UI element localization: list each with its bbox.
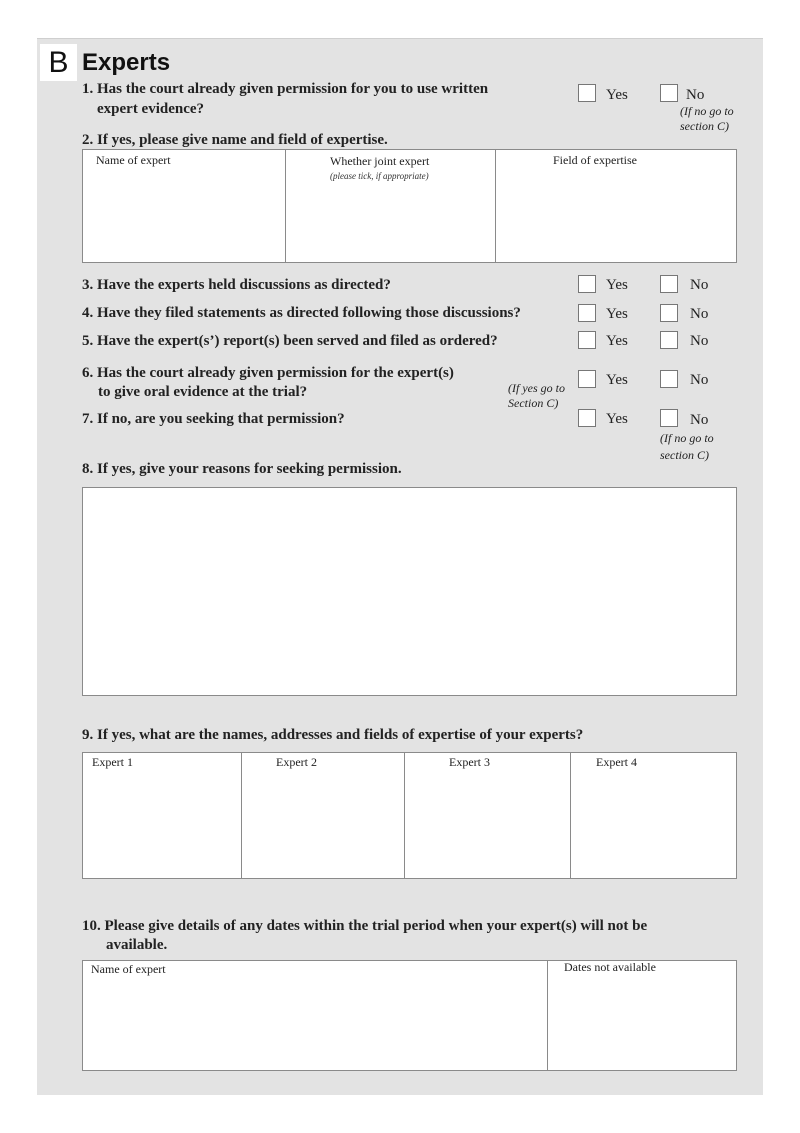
q2-header-joint-sub: (please tick, if appropriate)	[330, 171, 429, 181]
q3-yes-checkbox[interactable]	[578, 275, 596, 293]
q5-no-label: No	[690, 333, 709, 349]
q3-no-checkbox[interactable]	[660, 275, 678, 293]
q10-text-line1: 10. Please give details of any dates within the trial period when your expert(s) will not be	[82, 918, 648, 934]
q2-divider-1	[285, 149, 286, 263]
q4-text: 4. Have they filed statements as directed following those discussions?	[82, 305, 521, 321]
q1-no-checkbox[interactable]	[660, 84, 678, 102]
q5-text: 5. Have the expert(s’) report(s) been served and filed as ordered?	[82, 333, 498, 349]
q9-text: 9. If yes, what are the names, addresses and fields of expertise of your experts?	[82, 727, 584, 743]
q10-table[interactable]	[82, 960, 737, 1071]
q1-no-label: No	[686, 87, 705, 103]
q9-header-expert-4: Expert 4	[596, 755, 637, 769]
q1-yes-checkbox[interactable]	[578, 84, 596, 102]
q1-yes-label: Yes	[606, 87, 628, 103]
q5-no-checkbox[interactable]	[660, 331, 678, 349]
q6-text-line2: to give oral evidence at the trial?	[98, 384, 308, 400]
q2-header-name: Name of expert	[96, 153, 171, 167]
q3-yes-label: Yes	[606, 277, 628, 293]
q10-divider	[547, 960, 548, 1071]
q8-reasons-textarea[interactable]	[82, 487, 737, 696]
q1-no-note-line2: section C)	[680, 119, 729, 133]
q3-no-label: No	[690, 277, 709, 293]
q7-text: 7. If no, are you seeking that permission?	[82, 411, 345, 427]
q1-no-note-line1: (If no go to	[680, 104, 734, 118]
q6-yes-label: Yes	[606, 372, 628, 388]
q1-text-line1: 1. Has the court already given permission for you to use written	[82, 81, 489, 97]
q5-yes-checkbox[interactable]	[578, 331, 596, 349]
q2-divider-2	[495, 149, 496, 263]
q9-divider-3	[570, 752, 571, 879]
q8-text: 8. If yes, give your reasons for seeking permission.	[82, 461, 402, 477]
q7-no-checkbox[interactable]	[660, 409, 678, 427]
q4-yes-label: Yes	[606, 306, 628, 322]
q6-text-line1: 6. Has the court already given permission for the expert(s)	[82, 365, 454, 381]
q6-yes-note-line2: Section C)	[508, 396, 559, 410]
q6-yes-note-line1: (If yes go to	[508, 381, 565, 395]
q6-no-label: No	[690, 372, 709, 388]
q5-yes-label: Yes	[606, 333, 628, 349]
q10-text-line2: available.	[106, 937, 168, 953]
q9-header-expert-3: Expert 3	[449, 755, 490, 769]
q10-header-dates: Dates not available	[564, 960, 656, 974]
q7-yes-checkbox[interactable]	[578, 409, 596, 427]
q7-no-note-line2: section C)	[660, 448, 709, 462]
q9-header-expert-2: Expert 2	[276, 755, 317, 769]
q7-yes-label: Yes	[606, 411, 628, 427]
q2-text: 2. If yes, please give name and field of expertise.	[82, 132, 388, 148]
q9-divider-2	[404, 752, 405, 879]
q3-text: 3. Have the experts held discussions as directed?	[82, 277, 391, 293]
q7-no-note-line1: (If no go to	[660, 431, 714, 445]
q1-text-line2: expert evidence?	[97, 101, 205, 117]
q10-header-name: Name of expert	[91, 962, 166, 976]
q2-header-joint: Whether joint expert	[330, 154, 430, 168]
q7-no-label: No	[690, 412, 709, 428]
section-title: Experts	[82, 49, 171, 76]
q9-header-expert-1: Expert 1	[92, 755, 133, 769]
q6-yes-checkbox[interactable]	[578, 370, 596, 388]
q2-header-field: Field of expertise	[553, 153, 637, 167]
q4-no-label: No	[690, 306, 709, 322]
section-letter: B	[40, 44, 77, 81]
q6-no-checkbox[interactable]	[660, 370, 678, 388]
q9-table[interactable]	[82, 752, 737, 879]
q9-divider-1	[241, 752, 242, 879]
q4-no-checkbox[interactable]	[660, 304, 678, 322]
q4-yes-checkbox[interactable]	[578, 304, 596, 322]
